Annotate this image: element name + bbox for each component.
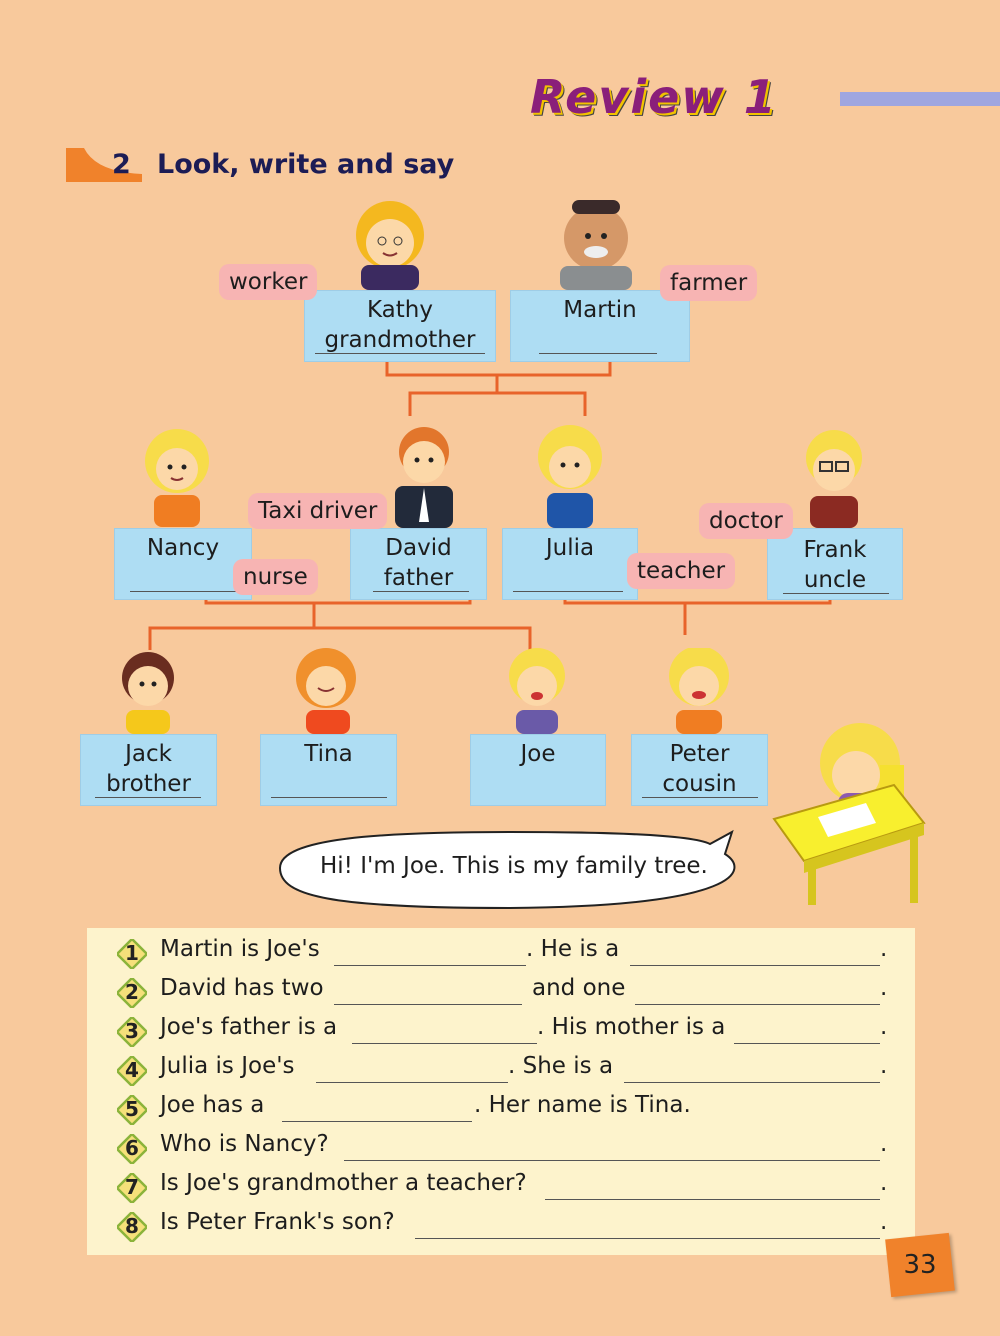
question-punct: . xyxy=(880,936,888,962)
julia-illustration xyxy=(531,425,609,528)
nancy-illustration xyxy=(140,425,214,527)
question-punct: . xyxy=(880,1053,888,1079)
answer-blank[interactable] xyxy=(282,1121,472,1122)
question-text: Julia is Joe's xyxy=(160,1053,295,1079)
joe-illustration xyxy=(500,648,574,734)
exercise-box xyxy=(87,928,915,1255)
answer-blank[interactable] xyxy=(545,1199,880,1200)
card-name: Tina xyxy=(304,741,353,767)
card-kathy xyxy=(304,290,496,362)
question-number-badge: 1 xyxy=(117,939,147,969)
job-tag-julia: teacher xyxy=(627,553,735,589)
question-text: Joe has a xyxy=(160,1092,265,1118)
card-joe xyxy=(470,734,606,806)
page-number-text: 33 xyxy=(903,1250,937,1280)
job-tag-david: Taxi driver xyxy=(248,493,387,529)
answer-line xyxy=(783,593,889,594)
answer-blank[interactable] xyxy=(635,1004,880,1005)
question-text: . Her name is Tina. xyxy=(474,1092,691,1118)
question-number-badge: 7 xyxy=(117,1173,147,1203)
card-name: Kathy xyxy=(367,297,433,323)
card-relation: father xyxy=(383,565,454,591)
question-1 xyxy=(87,936,915,972)
answer-line xyxy=(95,797,201,798)
card-name: David xyxy=(385,535,452,561)
card-name: Nancy xyxy=(146,535,220,561)
question-number-badge: 3 xyxy=(117,1017,147,1047)
card-relation: grandmother xyxy=(324,327,476,353)
answer-blank[interactable] xyxy=(734,1043,880,1044)
card-david xyxy=(350,528,487,600)
answer-line xyxy=(130,591,236,592)
question-text: Is Peter Frank's son? xyxy=(160,1209,395,1235)
question-punct: . xyxy=(880,1209,888,1235)
card-relation: brother xyxy=(106,771,191,797)
question-text: . His mother is a xyxy=(537,1014,726,1040)
card-martin xyxy=(510,290,690,362)
question-7 xyxy=(87,1170,915,1206)
question-text: and one xyxy=(532,975,626,1001)
card-name: Peter xyxy=(669,741,730,767)
question-number-badge: 2 xyxy=(117,978,147,1008)
card-nancy xyxy=(114,528,252,600)
job-tag-martin: farmer xyxy=(660,265,757,301)
card-name: Joe xyxy=(520,741,556,767)
card-name: Julia xyxy=(545,535,595,561)
joe-at-desk-illustration xyxy=(764,715,934,915)
card-jack xyxy=(80,734,217,806)
answer-blank[interactable] xyxy=(334,1004,522,1005)
section-number: 2 xyxy=(112,149,131,180)
card-relation: uncle xyxy=(803,567,867,593)
answer-line xyxy=(271,797,387,798)
question-6 xyxy=(87,1131,915,1167)
frank-illustration xyxy=(798,428,870,528)
question-8 xyxy=(87,1209,915,1245)
answer-line xyxy=(513,591,623,592)
job-tag-kathy: worker xyxy=(219,264,317,300)
answer-blank[interactable] xyxy=(624,1082,880,1083)
card-name: Martin xyxy=(563,297,637,323)
question-punct: . xyxy=(880,1170,888,1196)
question-text: . She is a xyxy=(508,1053,614,1079)
card-julia xyxy=(502,528,638,600)
job-tag-frank: doctor xyxy=(699,503,793,539)
question-text: Martin is Joe's xyxy=(160,936,320,962)
question-number-badge: 6 xyxy=(117,1134,147,1164)
question-4 xyxy=(87,1053,915,1089)
question-text: Who is Nancy? xyxy=(160,1131,329,1157)
david-illustration xyxy=(387,422,461,528)
card-relation: cousin xyxy=(662,771,737,797)
martin-illustration xyxy=(548,192,644,290)
answer-blank[interactable] xyxy=(344,1160,880,1161)
card-peter xyxy=(631,734,768,806)
answer-blank[interactable] xyxy=(334,965,526,966)
answer-line xyxy=(373,591,469,592)
card-name: Frank xyxy=(803,537,867,563)
question-number-badge: 4 xyxy=(117,1056,147,1086)
question-5 xyxy=(87,1092,915,1128)
question-text: Joe's father is a xyxy=(160,1014,338,1040)
question-3 xyxy=(87,1014,915,1050)
answer-blank[interactable] xyxy=(316,1082,508,1083)
question-number-badge: 8 xyxy=(117,1212,147,1242)
answer-line xyxy=(315,353,485,354)
question-text: . He is a xyxy=(526,936,620,962)
card-name: Jack xyxy=(125,741,172,767)
question-text: Is Joe's grandmother a teacher? xyxy=(160,1170,527,1196)
card-frank xyxy=(767,528,903,600)
speech-text: Hi! I'm Joe. This is my family tree. xyxy=(320,853,708,879)
answer-blank[interactable] xyxy=(415,1238,880,1239)
kathy-illustration xyxy=(345,195,435,290)
peter-illustration xyxy=(656,648,742,734)
answer-blank[interactable] xyxy=(630,965,880,966)
answer-line xyxy=(642,797,758,798)
question-punct: . xyxy=(880,1131,888,1157)
jack-illustration xyxy=(112,648,184,734)
question-text: David has two xyxy=(160,975,324,1001)
card-tina xyxy=(260,734,397,806)
question-number-badge: 5 xyxy=(117,1095,147,1125)
question-2 xyxy=(87,975,915,1011)
question-punct: . xyxy=(880,975,888,1001)
tina-illustration xyxy=(288,648,370,734)
review-title: Review 1 xyxy=(530,70,778,124)
question-punct: . xyxy=(880,1014,888,1040)
job-tag-nancy: nurse xyxy=(233,559,318,595)
page-number xyxy=(885,1233,955,1297)
answer-line xyxy=(539,353,657,354)
answer-blank[interactable] xyxy=(352,1043,537,1044)
section-title: Look, write and say xyxy=(157,149,455,180)
